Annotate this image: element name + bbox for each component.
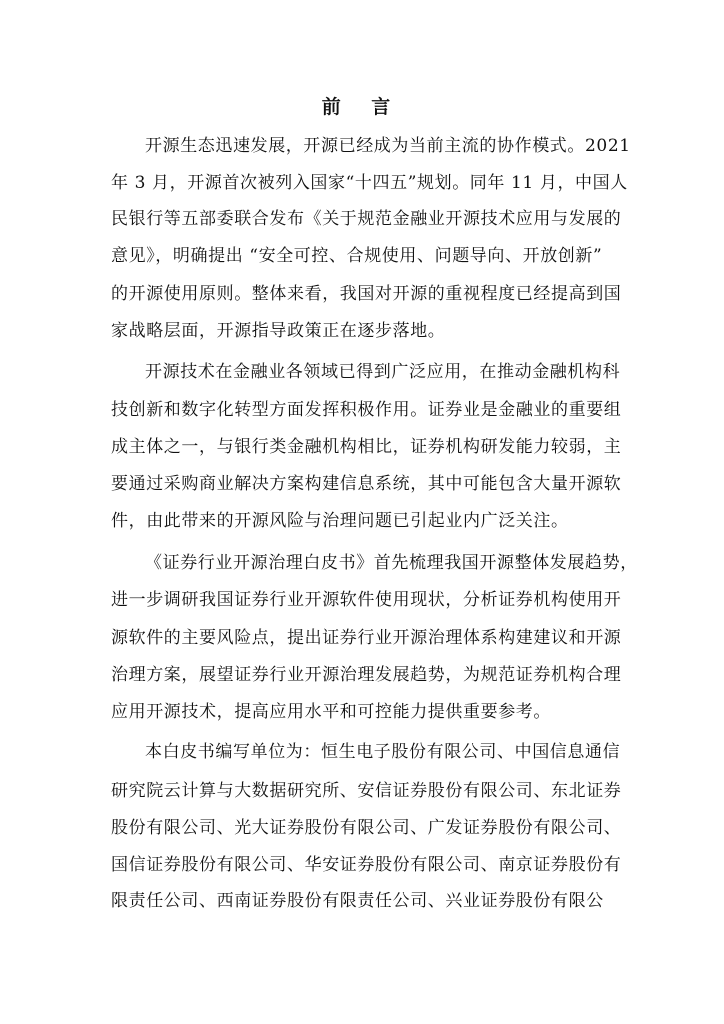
paragraph-2-line-1: 开源技术在金融业各领域已得到广泛应用，在推动金融机构科 bbox=[145, 362, 621, 382]
paragraph-1-line-1: 开源生态迅速发展，开源已经成为当前主流的协作模式。2021 bbox=[145, 136, 631, 156]
paragraph-1-line-4: 意见》，明确提出 “安全可控、合规使用、问题导向、开放创新” bbox=[111, 246, 603, 266]
paragraph-1-line-3: 民银行等五部委联合发布《关于规范金融业开源技术应用与发展的 bbox=[111, 209, 622, 229]
paragraph-4-line-2: 研究院云计算与大数据研究所、安信证券股份有限公司、东北证券 bbox=[111, 781, 622, 801]
paragraph-3-line-2: 进一步调研我国证券行业开源软件使用现状，分析证券机构使用开 bbox=[111, 590, 622, 610]
paragraph-4-line-4: 国信证券股份有限公司、华安证券股份有限公司、南京证券股份有 bbox=[111, 855, 622, 875]
paragraph-1-line-2: 年 3 月，开源首次被列入国家“十四五”规划。同年 11 月，中国人 bbox=[111, 173, 628, 193]
paragraph-4-line-5: 限责任公司、西南证券股份有限责任公司、兴业证券股份有限公 bbox=[111, 891, 604, 911]
paragraph-4-line-3: 股份有限公司、光大证券股份有限公司、广发证券股份有限公司、 bbox=[111, 818, 622, 838]
paragraph-2-line-3: 成主体之一，与银行类金融机构相比，证券机构研发能力较弱，主 bbox=[111, 437, 622, 457]
paragraph-2-line-5: 件，由此带来的开源风险与治理问题已引起业内广泛关注。 bbox=[111, 511, 569, 531]
paragraph-3-line-4: 治理方案，展望证券行业开源治理发展趋势，为规范证券机构合理 bbox=[111, 665, 622, 685]
paragraph-1-line-5: 的开源使用原则。整体来看，我国对开源的重视程度已经提高到国 bbox=[111, 284, 622, 304]
paragraph-3-line-3: 源软件的主要风险点，提出证券行业开源治理体系构建建议和开源 bbox=[111, 628, 622, 648]
paragraph-1-line-6: 家战略层面，开源指导政策正在逐步落地。 bbox=[111, 321, 446, 341]
paragraph-2-line-2: 技创新和数字化转型方面发挥积极作用。证券业是金融业的重要组 bbox=[111, 400, 622, 420]
paragraph-4-line-1: 本白皮书编写单位为：恒生电子股份有限公司、中国信息通信 bbox=[145, 742, 621, 762]
paragraph-3-line-5: 应用开源技术，提高应用水平和可控能力提供重要参考。 bbox=[111, 702, 551, 722]
paragraph-2-line-4: 要通过采购商业解决方案构建信息系统，其中可能包含大量开源软 bbox=[111, 474, 622, 494]
paragraph-3-line-1: 《证券行业开源治理白皮书》首先梳理我国开源整体发展趋势， bbox=[145, 553, 638, 573]
page-title: 前 言 bbox=[321, 96, 403, 118]
